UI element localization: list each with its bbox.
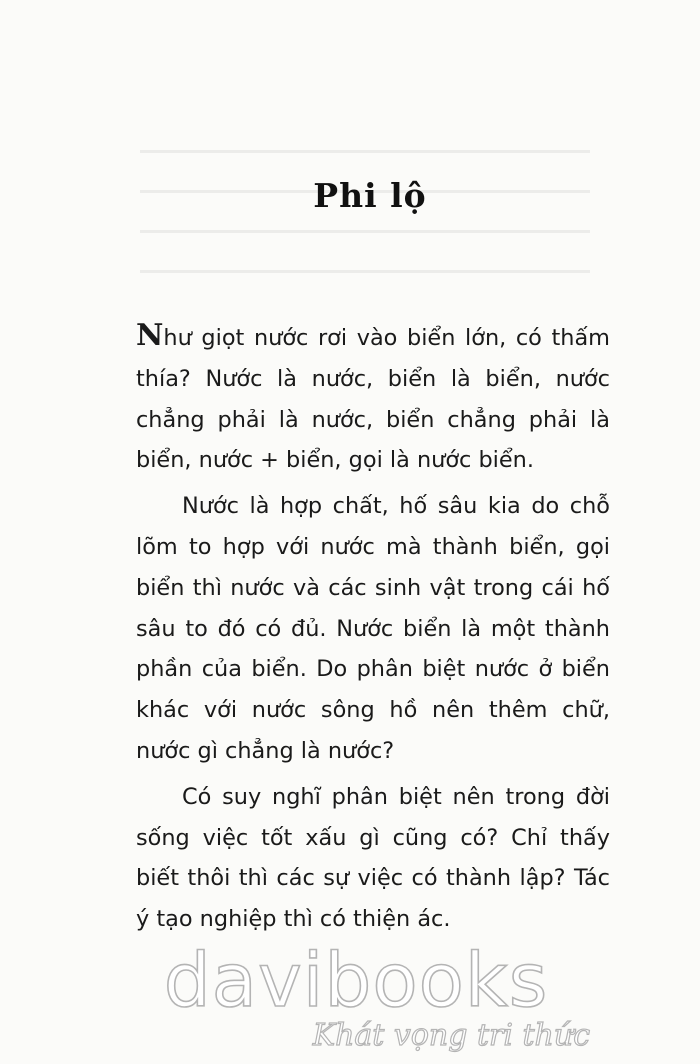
- watermark-logo: davibooks: [163, 938, 549, 1024]
- body-text: [136, 318, 610, 945]
- paragraph-1-text: hư giọt nước rơi vào biển lớn, có thấm thía? Nước là nước, biển là biển, nước chẳng phải là nước, biển chẳng phải là biển, nước + biển, gọi là nước biển.: [136, 325, 610, 474]
- show-through-line: [140, 230, 590, 233]
- watermark-tagline: Khát vọng tri thức: [312, 1018, 590, 1053]
- paragraph-2: Nước là hợp chất, hố sâu kia do chỗ lõm to hợp với nước mà thành biển, gọi biển thì nước và các sinh vật trong cái hố sâu to đó có đủ. Nước biển là một thành phần của biển. Do phân biệt nước ở biển khác với nước sông hồ nên thêm chữ, nước gì chẳng là nước?: [136, 493, 610, 764]
- show-through-line: [140, 150, 590, 153]
- page-title: Phi lộ: [313, 176, 427, 215]
- paragraph-1: [136, 318, 610, 481]
- paragraph-3: Có suy nghĩ phân biệt nên trong đời sống việc tốt xấu gì cũng có? Chỉ thấy biết thôi thì các sự việc có thành lập? Tác ý tạo nghiệp thì có thiện ác.: [136, 783, 610, 933]
- drop-cap: N: [136, 318, 164, 353]
- show-through-line: [140, 270, 590, 273]
